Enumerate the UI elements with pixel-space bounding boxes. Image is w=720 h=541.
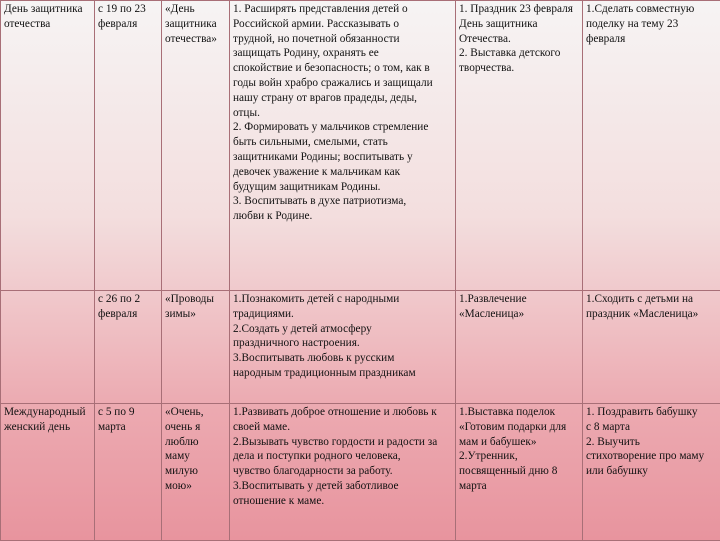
theme-cell: «Очень, очень я люблю маму милую мою» bbox=[162, 404, 230, 541]
family-cell: 1. Поздравить бабушку с 8 марта 2. Выучить стихотворение про маму или бабушку bbox=[583, 404, 720, 541]
table-row bbox=[1, 404, 720, 541]
events-cell: 1.Развлечение «Масленица» bbox=[456, 291, 583, 404]
dates-cell: с 26 по 2 февраля bbox=[95, 291, 162, 404]
family-cell: 1.Сделать совместную поделку на тему 23 февраля bbox=[583, 1, 720, 291]
family-cell: 1.Сходить с детьми на праздник «Масленица» bbox=[583, 291, 720, 404]
events-cell: 1. Праздник 23 февраля День защитника Отечества. 2. Выставка детского творчества. bbox=[456, 1, 583, 291]
dates-cell: с 5 по 9 марта bbox=[95, 404, 162, 541]
theme-cell: «День защитника отечества» bbox=[162, 1, 230, 291]
goals-cell: 1.Развивать доброе отношение и любовь к своей маме. 2.Вызывать чувство гордости и радости за дела и поступки родного человека, чувство благодарности за работу. 3.Воспитывать у детей заботливое отношение к маме. bbox=[230, 404, 456, 541]
dates-cell: с 19 по 23 февраля bbox=[95, 1, 162, 291]
table-row bbox=[1, 291, 720, 404]
holiday-cell: Международный женский день bbox=[1, 404, 95, 541]
holiday-cell bbox=[1, 291, 95, 404]
theme-cell: «Проводы зимы» bbox=[162, 291, 230, 404]
goals-cell: 1. Расширять представления детей о Российской армии. Рассказывать о трудной, но почетной обязанности защищать Родину, охранять ее спокойствие и безопасность; о том, как в годы войн храбро сражались и защищали нашу страну от врагов прадеды, деды, отцы. 2. Формировать у мальчиков стремление быть сильными, смелыми, стать защитниками Родины; воспитывать у девочек уважение к мальчикам как будущим защитникам Родины. 3. Воспитывать в духе патриотизма, любви к Родине. bbox=[230, 1, 456, 291]
table-row bbox=[1, 1, 720, 291]
goals-cell: 1.Познакомить детей с народными традициями. 2.Создать у детей атмосферу праздничного настроения. 3.Воспитывать любовь к русским народным традиционным праздникам bbox=[230, 291, 456, 404]
events-cell: 1.Выставка поделок «Готовим подарки для мам и бабушек» 2.Утренник, посвященный дню 8 марта bbox=[456, 404, 583, 541]
holiday-cell: День защитника отечества bbox=[1, 1, 95, 291]
